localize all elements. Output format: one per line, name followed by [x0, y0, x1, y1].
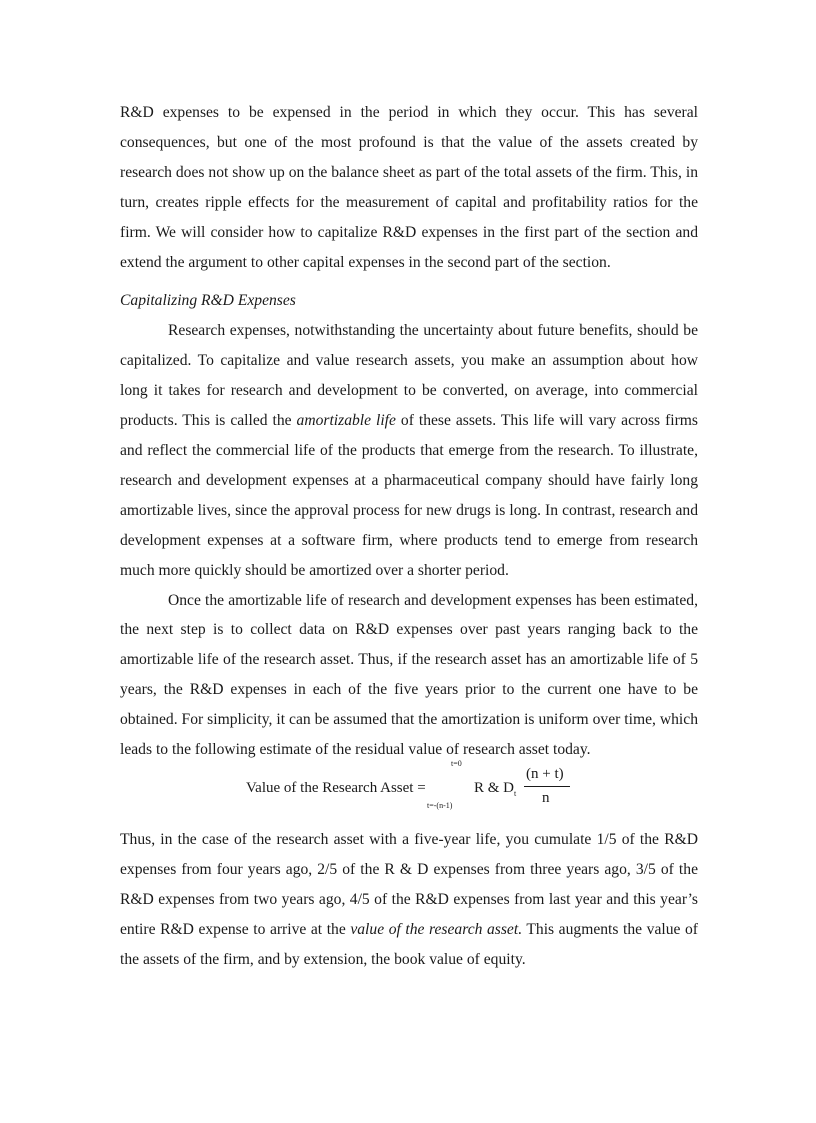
formula-sum-upper-limit: t=0: [451, 758, 462, 768]
document-page: [120, 98, 698, 974]
amortizable-life-term: amortizable life: [296, 412, 396, 430]
paragraph-capitalizing: [120, 316, 698, 585]
formula-term: [474, 778, 516, 804]
paragraph-example-text: Thus, in the case of the research asset with a five-year life, you cumulate 1/5 of the R&D expenses from four years ago, 2/5 of the R & D expenses from three years ago, 3/5 of the R&D expenses from two years ago, 4/5 of the R&D expenses from last year and this year’s entire R&D expense to arrive at the: [120, 830, 698, 938]
value-of-research-asset-term: value of the research asset.: [350, 920, 523, 938]
formula-term-subscript: t: [514, 788, 517, 798]
formula-fraction-bar: [524, 786, 570, 787]
paragraph-capitalizing-text: Research expenses, notwithstanding the uncertainty about future benefits, should be capitalized. To capitalize and value research assets, you make an assumption about how long it takes for research and development to be converted, on average, into commercial products. This is called the: [120, 322, 698, 430]
paragraph-example-text-rest: This augments the value of the assets of the firm, and by extension, the book value of equity.: [120, 920, 698, 968]
paragraph-intro: R&D expenses to be expensed in the period in which they occur. This has several consequences, but one of the most profound is that the value of the assets created by research does not show up on the balance sheet as part of the total assets of the firm. This, in turn, creates ripple effects for the measurement of capital and profitability ratios for the firm. We will consider how to capitalize R&D expenses in the first part of the section and extend the argument to other capital expenses in the second part of the section.: [120, 104, 698, 271]
paragraph-estimation: Once the amortizable life of research and development expenses has been estimated, the next step is to collect data on R&D expenses over past years ranging back to the amortizable life of the research asset. Thus, if the research asset has an amortizable life of 5 years, the R&D expenses in each of the five years prior to the current one have to be obtained. For simplicity, it can be assumed that the amortization is uniform over time, which leads to the following estimate of the residual value of research asset today.: [120, 591, 698, 759]
formula-denominator: n: [542, 789, 550, 806]
research-asset-formula: [120, 758, 698, 825]
paragraph-capitalizing-text-rest: of these assets. This life will vary across firms and reflect the commercial life of the products that emerge from the research. To illustrate, research and development expenses at a pharmaceutical company should have fairly long amortizable lives, since the approval process for new drugs is long. In contrast, research and development expenses at a software firm, where products tend to emerge from research much more quickly should be amortized over a shorter period.: [120, 412, 698, 579]
formula-sum-lower-limit: t=-(n-1): [427, 800, 453, 810]
formula-term-text: R & D: [474, 779, 515, 796]
formula-numerator: (n + t): [526, 765, 564, 782]
paragraph-example: [120, 825, 698, 975]
section-heading: Capitalizing R&D Expenses: [120, 292, 296, 310]
formula-lhs: Value of the Research Asset =: [246, 779, 426, 796]
